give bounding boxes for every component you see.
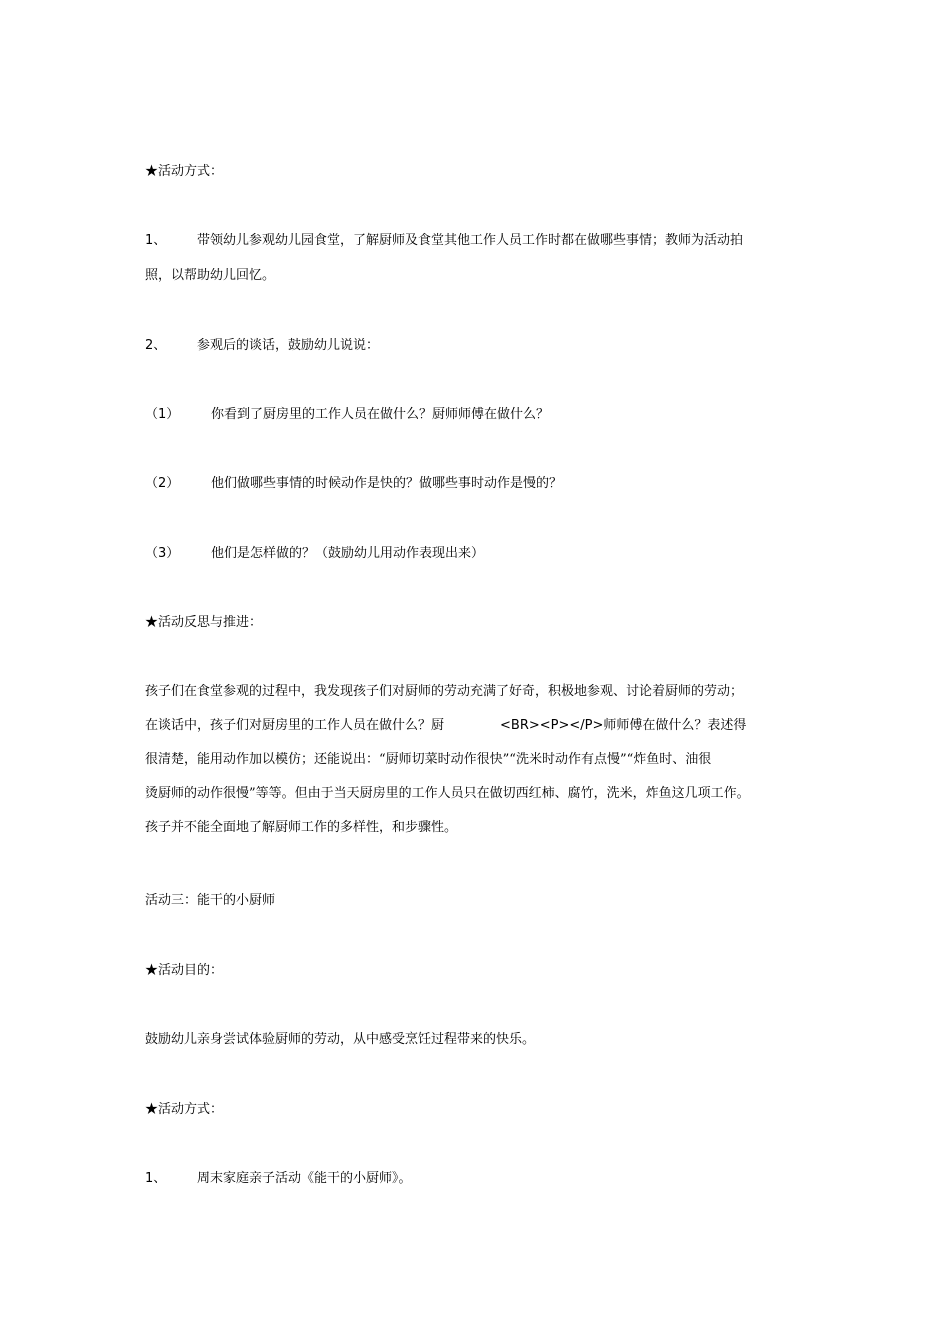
section-heading-method-2: ★活动方式： [145,1102,224,1117]
list-item-1-continuation: 照，以帮助幼儿回忆。 [145,268,276,283]
sub-item-3 [145,544,484,564]
sub-text: 他们是怎样做的？（鼓励幼儿用动作表现出来） [211,546,485,561]
sub-text: 你看到了厨房里的工作人员在做什么？厨师师傅在做什么？ [211,407,550,422]
list-number: 1、 [145,1171,167,1186]
sub-number: （1） [145,407,180,422]
list-item-2 [145,336,379,356]
paragraph-line: 烫厨师的动作很慢”等等。但由于当天厨房里的工作人员只在做切西红柿、腐竹，洗米，炸鱼这几项工作。 [145,786,750,801]
sub-item-1 [145,405,549,425]
list-text: 周末家庭亲子活动《能干的小厨师》。 [197,1171,412,1186]
activity-title: 活动三：能干的小厨师 [145,893,276,908]
goal-text: 鼓励幼儿亲身尝试体验厨师的劳动，从中感受烹饪过程带来的快乐。 [145,1032,536,1047]
sub-text: 他们做哪些事情的时候动作是快的？做哪些事时动作是慢的？ [211,476,563,491]
paragraph-line: 很清楚，能用动作加以模仿；还能说出：“厨师切菜时动作很快”“洗米时动作有点慢”“炸鱼时、油很 [145,752,712,767]
list-number: 2、 [145,338,167,353]
section-heading-method: ★活动方式： [145,164,224,179]
list-number: 1、 [145,233,167,248]
paragraph-line: 在谈话中，孩子们对厨房里的工作人员在做什么？厨 <BR><P></P>师师傅在做什么？表述得 [145,718,747,733]
list-text: 带领幼儿参观幼儿园食堂，了解厨师及食堂其他工作人员工作时都在做哪些事情；教师为活动拍 [197,233,744,248]
sub-number: （2） [145,476,180,491]
sub-number: （3） [145,546,180,561]
list-item-1 [145,231,743,251]
html-tag-text: <BR><P></P> [500,718,604,733]
paragraph-line: 孩子并不能全面地了解厨师工作的多样性，和步骤性。 [145,820,458,835]
list-text: 参观后的谈话，鼓励幼儿说说： [197,338,380,353]
reflection-paragraph [145,675,817,845]
list-item-activity3-1 [145,1169,412,1189]
section-heading-goal: ★活动目的： [145,963,224,978]
section-heading-reflection: ★活动反思与推进： [145,615,263,630]
sub-item-2 [145,474,562,494]
paragraph-line: 孩子们在食堂参观的过程中，我发现孩子们对厨师的劳动充满了好奇，积极地参观、讨论着厨师的劳动； [145,684,744,699]
